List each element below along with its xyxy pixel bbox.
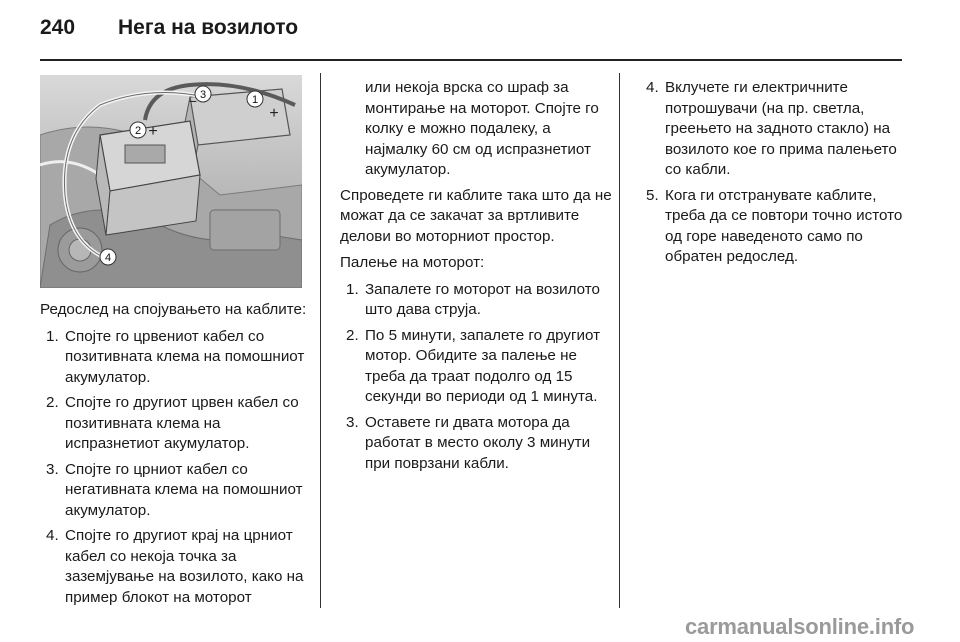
- svg-text:1: 1: [251, 94, 259, 106]
- list-item: [40, 393, 316, 455]
- callout-4: [100, 249, 116, 265]
- column-separator: [619, 73, 620, 608]
- column-right: [640, 78, 908, 273]
- list-text: Спојте го другиот црвен кабел со позитивната клема на испразнетиот акумулатор.: [65, 394, 299, 452]
- svg-text:−: −: [188, 93, 198, 109]
- list-text: По 5 минути, запалете го другиот мотор. Обидите за палење не треба да траат подолго од 15 секунди во периоди од 1 минута.: [365, 326, 601, 405]
- page-number: 240: [40, 16, 76, 39]
- list-text: Кога ги отстранувате каблите, треба да се повтори точно истото од горе наведеното само по обратен редослед.: [665, 186, 903, 265]
- cable-routing-note: Спроведете ги каблите така што да не можат да се закачат за вртливите делови во моторниот простор.: [340, 186, 612, 245]
- list-text: Спојте го другиот крај на црниот кабел со некоја точка за заземјување на возилото, како на пример блокот на моторот: [65, 527, 304, 606]
- list-item: [640, 78, 908, 181]
- page-header: [0, 0, 960, 60]
- engine-start-heading: Палење на моторот:: [340, 254, 485, 271]
- svg-text:4: 4: [104, 252, 112, 264]
- list-number: 1.: [346, 280, 359, 298]
- list-number: 5.: [646, 186, 659, 204]
- list-number: 4.: [46, 527, 59, 544]
- header-rule: [40, 59, 902, 61]
- list-item: [340, 280, 612, 321]
- list-text: Спојте го црниот кабел со негативната клема на помошниот акумулатор.: [65, 460, 303, 519]
- jump-start-figure: [40, 75, 302, 288]
- list-number: 4.: [646, 79, 659, 96]
- engine-bay-illustration: [40, 75, 302, 288]
- list-text: Запалете го моторот на возилото што дава струја.: [365, 280, 600, 318]
- list-number: 3.: [46, 460, 59, 478]
- svg-text:+: +: [148, 123, 158, 140]
- svg-text:3: 3: [199, 89, 207, 101]
- list-item: [340, 413, 612, 475]
- list-item: [40, 526, 316, 608]
- list-text: Вклучете ги електричните потрошувачи (на пр. светла, греењето на задното стакло) на возилото кое го прима палењето со кабли.: [665, 79, 897, 178]
- list-text: Оставете ги двата мотора да работат в место околу 3 минути при поврзани кабли.: [365, 413, 591, 472]
- list-number: 2.: [46, 394, 59, 411]
- list-item: [340, 326, 612, 408]
- list-item: [40, 460, 316, 522]
- connection-order-intro: Редослед на спојувањето на каблите:: [40, 301, 307, 318]
- svg-text:2: 2: [134, 125, 142, 137]
- list-item: [640, 186, 908, 268]
- list-text: Спојте го црвениот кабел со позитивната клема на помошниот акумулатор.: [65, 327, 305, 386]
- svg-text:+: +: [269, 105, 279, 122]
- watermark: carmanualsonline.info: [685, 614, 915, 639]
- list-number: 1.: [46, 327, 59, 345]
- column-middle: [340, 78, 612, 479]
- column-separator: [320, 73, 321, 608]
- column-left: [40, 300, 316, 613]
- list-item-continuation: или некоја врска со шраф за монтирање на моторот. Спојте го колку е можно подалеку, а најмалку 60 см од испразнетиот акумулатор.: [365, 79, 599, 178]
- list-number: 3.: [346, 413, 359, 431]
- list-number: 2.: [346, 326, 359, 344]
- page-title: Нега на возилото: [118, 16, 299, 39]
- list-item: [40, 327, 316, 389]
